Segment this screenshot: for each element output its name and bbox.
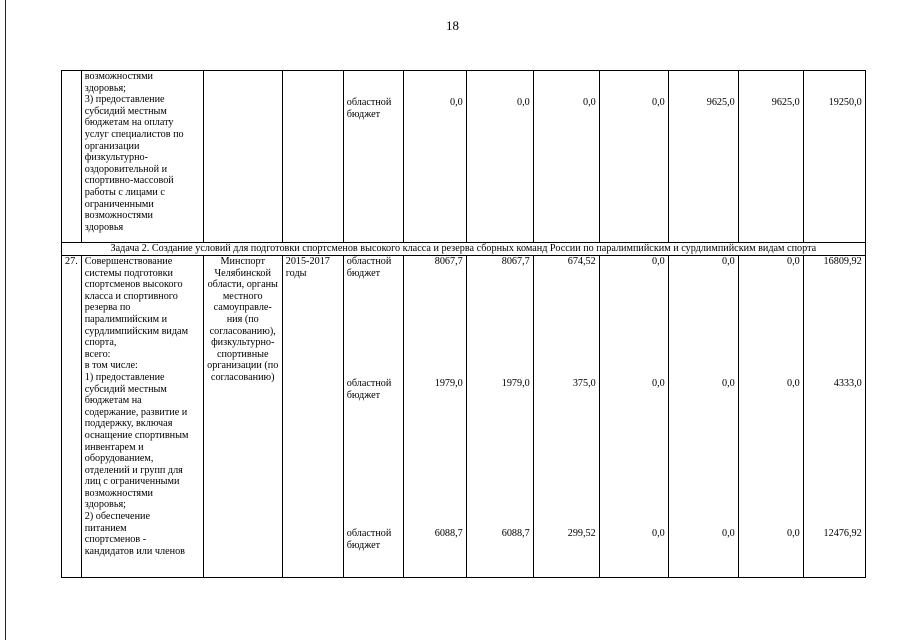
responsible-line: Челябинской	[214, 267, 271, 279]
measure-line: спортсменов высокого	[84, 279, 183, 291]
value-2016: 0,0	[583, 97, 596, 108]
value-2017: 9625,0	[771, 97, 800, 108]
measure-line: паралимпийским и	[84, 313, 168, 325]
measure-line: сурдлимпийским видам	[84, 325, 189, 337]
value-total: 8067,7	[434, 256, 463, 267]
cell-source	[343, 256, 403, 578]
value-sub2: 0,0	[787, 528, 800, 539]
value-total: 16809,92	[823, 256, 862, 267]
task-heading: Задача 2. Создание условий для подготовки спортсменов высокого класса и резерва сборных команд России по паралимпийским и сурдлимпийским видам спорта	[62, 243, 866, 256]
page-edge-line	[5, 0, 6, 640]
responsible-line: физкультурно-	[211, 337, 275, 349]
cell-value	[803, 71, 865, 243]
measure-line: содержание, развитие и	[84, 406, 188, 418]
cell-responsible-empty	[203, 71, 282, 243]
measure-line: 1) предоставление	[84, 371, 165, 383]
measure-line: оздоровительной и	[84, 163, 168, 175]
value-sub2: 6088,7	[434, 528, 463, 539]
cell-values-col5	[668, 256, 738, 578]
cell-value	[738, 71, 803, 243]
measure-line: возможностями	[84, 71, 153, 82]
measure-line: 3) предоставление	[84, 94, 165, 106]
value-sub2: 12476,92	[823, 528, 862, 539]
measure-line: отделений и групп для	[84, 464, 183, 476]
responsible-line: ния (по	[226, 313, 259, 325]
measure-line: возможностями	[84, 487, 153, 499]
cell-values-col2	[466, 256, 533, 578]
page-number: 18	[446, 18, 459, 33]
measure-line: в том числе:	[84, 360, 138, 372]
measure-line: системы подготовки	[84, 267, 173, 279]
cell-period: 2015-2017 годы	[282, 256, 343, 578]
value-2016: 0,0	[652, 97, 665, 108]
value-2015: 0,0	[450, 97, 463, 108]
measure-line: здоровья	[84, 221, 124, 233]
cell-responsible	[203, 256, 282, 578]
responsible-text	[207, 256, 279, 384]
measure-line: класса и спортивного	[84, 290, 178, 302]
value-total: 8067,7	[501, 256, 530, 267]
table-row-27	[62, 256, 866, 578]
measure-line: субсидий местным	[84, 383, 167, 395]
value-sub1: 0,0	[722, 378, 735, 389]
budget-table	[61, 70, 866, 578]
measure-line: резерва по	[84, 302, 131, 314]
budget-table-container	[61, 70, 866, 578]
value-sub1: 4333,0	[833, 378, 862, 389]
cell-values-col4	[599, 256, 668, 578]
measure-line: оборудованием,	[84, 453, 154, 465]
measure-line: здоровья;	[84, 499, 127, 511]
value-sub1: 0,0	[652, 378, 665, 389]
value-2017: 9625,0	[706, 97, 735, 108]
table-row-task	[62, 243, 866, 256]
table-row-subsidy-specialists	[62, 71, 866, 243]
responsible-line: спортивные	[216, 348, 269, 360]
value-sub1: 1979,0	[501, 378, 530, 389]
measure-text	[85, 71, 200, 233]
source-sub2: областной бюджет	[346, 528, 392, 551]
source-text: областной бюджет	[346, 97, 392, 120]
source-sub1: областной бюджет	[346, 378, 392, 401]
measure-line: спорта,	[84, 337, 117, 349]
cell-value	[466, 71, 533, 243]
measure-line: бюджетам на	[84, 395, 142, 407]
measure-line: питанием	[84, 522, 127, 534]
measure-line: бюджетам на оплату	[84, 117, 174, 129]
value-total: 19250,0	[828, 97, 862, 108]
responsible-line: согласованию)	[210, 371, 275, 383]
measure-line: лиц с ограниченными	[84, 476, 180, 488]
responsible-line: организации (по	[207, 360, 279, 372]
cell-value	[668, 71, 738, 243]
cell-measure	[81, 256, 203, 578]
measure-line: поддержку, включая	[84, 418, 173, 430]
value-sub1: 375,0	[572, 378, 596, 389]
responsible-line: области, органы	[207, 279, 278, 291]
cell-values-col3	[533, 256, 599, 578]
value-sub1: 0,0	[787, 378, 800, 389]
measure-line: Совершенствование	[84, 256, 173, 267]
measure-line: ограниченными	[84, 198, 154, 210]
cell-values-col1	[403, 256, 466, 578]
value-sub2: 6088,7	[501, 528, 530, 539]
measure-line: спортсменов -	[84, 534, 147, 546]
responsible-line: Минспорт	[220, 256, 265, 267]
value-sub2: 0,0	[652, 528, 665, 539]
source-total: областной бюджет	[346, 256, 392, 279]
value-total: 0,0	[722, 256, 735, 267]
measure-line: физкультурно-	[84, 152, 149, 164]
measure-line: инвентарем и	[84, 441, 144, 453]
value-sub2: 0,0	[722, 528, 735, 539]
measure-line: здоровья;	[84, 82, 127, 94]
value-total: 674,52	[567, 256, 596, 267]
cell-source	[343, 71, 403, 243]
value-sub2: 299,52	[567, 528, 596, 539]
measure-line: субсидий местным	[84, 105, 167, 117]
cell-period-empty	[282, 71, 343, 243]
cell-values-col7	[803, 256, 865, 578]
measure-line: всего:	[84, 348, 111, 360]
measure-line: услуг специалистов по	[84, 128, 184, 140]
value-2015: 0,0	[517, 97, 530, 108]
cell-value	[533, 71, 599, 243]
measure-line: 2) обеспечение	[84, 511, 150, 523]
value-total: 0,0	[787, 256, 800, 267]
cell-value	[599, 71, 668, 243]
measure-line: спортивно-массовой	[84, 175, 174, 187]
cell-number: 27.	[62, 256, 82, 578]
measure-line: возможностями	[84, 210, 153, 222]
measure-line: работы с лицами с	[84, 186, 165, 198]
measure-text	[85, 256, 200, 557]
value-sub1: 1979,0	[434, 378, 463, 389]
measure-line: кандидатов или членов	[84, 545, 185, 557]
cell-values-col6	[738, 256, 803, 578]
measure-line: организации	[84, 140, 140, 152]
cell-number-empty	[62, 71, 82, 243]
measure-line: оснащение спортивным	[84, 429, 189, 441]
responsible-line: согласованию),	[209, 325, 276, 337]
value-total: 0,0	[652, 256, 665, 267]
responsible-line: местного	[222, 290, 263, 302]
responsible-line: самоуправле-	[213, 302, 272, 314]
cell-value	[403, 71, 466, 243]
cell-measure	[81, 71, 203, 243]
